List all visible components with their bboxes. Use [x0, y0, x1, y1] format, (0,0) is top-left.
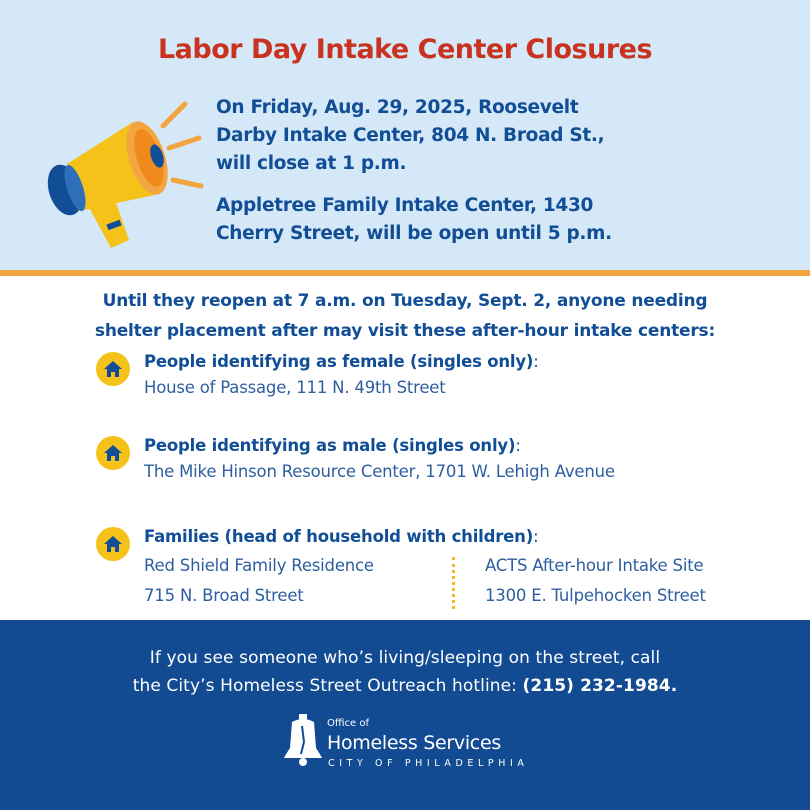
page-title: Labor Day Intake Center Closures [157, 34, 653, 65]
center-title-text: People identifying as female (singles only) [144, 352, 534, 371]
center-title [144, 527, 538, 546]
center-title [144, 352, 539, 371]
center-address: The Mike Hinson Resource Center, 1701 W. Lehigh Avenue [144, 462, 615, 481]
announcement-line: Cherry Street, will be open until 5 p.m. [216, 223, 612, 244]
divider [0, 270, 810, 276]
center-address: House of Passage, 111 N. 49th Street [144, 378, 446, 397]
family-site-red-shield [144, 551, 374, 611]
house-icon [96, 436, 130, 470]
announcement-line: Darby Intake Center, 804 N. Broad St., [216, 125, 605, 146]
intro-line: shelter placement after may visit these after-hour intake centers: [94, 321, 716, 341]
hotline-line [0, 672, 810, 700]
hotline-text [0, 644, 810, 700]
announcement-roosevelt [216, 94, 686, 178]
announcement-line: will close at 1 p.m. [216, 153, 407, 174]
center-title [144, 436, 521, 455]
house-icon [96, 527, 130, 561]
logo-city: CITY OF PHILADELPHIA [328, 758, 529, 769]
center-title-text: Families (head of household with children) [144, 527, 534, 546]
hotline-line: If you see someone who’s living/sleeping on the street, call [149, 648, 661, 668]
center-title-text: People identifying as male (singles only) [144, 436, 516, 455]
intro-line: Until they reopen at 7 a.m. on Tuesday, Sept. 2, anyone needing [102, 291, 708, 311]
site-address: 1300 E. Tulpehocken Street [485, 586, 706, 605]
dotted-divider [452, 557, 459, 609]
announcement-line: Appletree Family Intake Center, 1430 [216, 195, 594, 216]
family-site-acts [485, 551, 706, 611]
announcement-appletree [216, 192, 686, 248]
announcement-line: On Friday, Aug. 29, 2025, Roosevelt [216, 97, 579, 118]
intro-text [30, 286, 780, 346]
site-name: Red Shield Family Residence [144, 556, 374, 575]
colon: : [515, 436, 521, 455]
megaphone-icon [45, 98, 205, 258]
ohs-logo [282, 714, 562, 774]
logo-office-of: Office of [327, 718, 370, 729]
hotline-prefix: the City’s Homeless Street Outreach hotline: [132, 676, 523, 696]
site-name: ACTS After-hour Intake Site [485, 556, 704, 575]
colon: : [533, 527, 539, 546]
site-address: 715 N. Broad Street [144, 586, 304, 605]
colon: : [533, 352, 539, 371]
hotline-phone: (215) 232-1984. [522, 676, 678, 696]
liberty-bell-icon [282, 714, 324, 770]
logo-title: Homeless Services [327, 732, 501, 754]
house-icon [96, 352, 130, 386]
